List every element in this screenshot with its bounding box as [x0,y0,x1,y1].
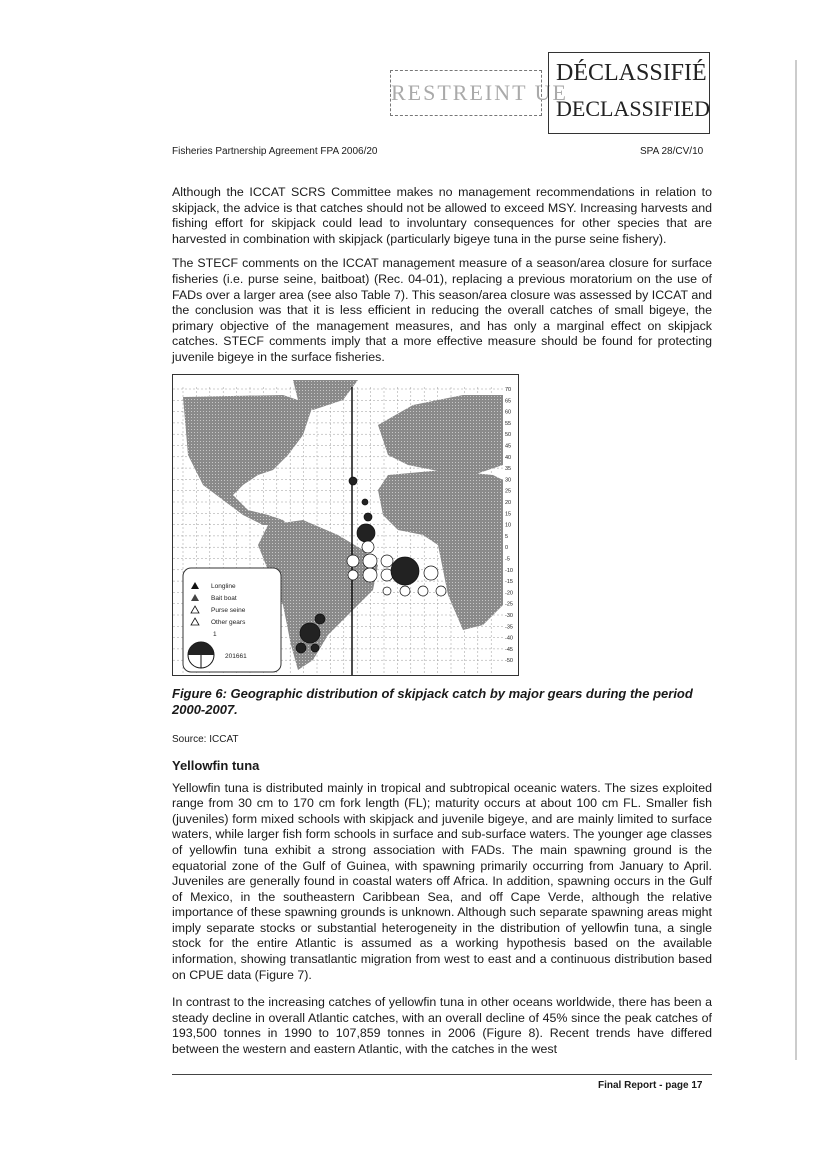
catch-pie [381,555,393,567]
catch-pie [315,614,325,624]
scan-edge [795,60,797,1060]
lat-tick-label: -50 [505,657,513,664]
catch-pie [348,570,358,580]
catch-pie [349,477,357,485]
declassifie-stamp: DÉCLASSIFIÉ [556,60,707,86]
catch-pie [363,554,377,568]
paragraph: The STECF comments on the ICCAT management measure of a season/area closure for surface fisheries (i.e. purse seine, baitboat) (Rec. 04-01), replacing a previous moratorium on the use of FADs over a larger area (see also Table 7). This season/area closure was assessed by ICCAT and the conclusion was that it is less efficient in reducing the overall catches of small bigeye, the primary objective of the management measures, and has only a marginal effect on skipjack catches. STECF comments imply that a more effective measure should be found for protecting juvenile bigeye in the surface fisheries. [172,256,712,364]
lat-tick-label: 15 [505,510,512,517]
document-reference: SPA 28/CV/10 [640,146,704,157]
lat-tick-label: 5 [505,533,509,540]
catch-pie [383,587,391,595]
lat-tick-label: 30 [505,476,512,483]
catch-pie [362,541,374,553]
lat-tick-label: 35 [505,465,512,472]
lat-tick-label: 20 [505,499,512,506]
catch-pie [362,499,368,505]
lat-tick-label: -30 [505,612,513,619]
lat-tick-label: -15 [505,578,513,585]
lat-tick-label: 55 [505,420,512,427]
skipjack-catch-map [172,374,519,676]
catch-pie [436,586,446,596]
lat-tick-label: 10 [505,522,512,529]
lat-tick-label: 40 [505,454,512,461]
declassified-stamp: DECLASSIFIED [556,96,711,121]
north-america [183,395,313,525]
lat-tick-label: -45 [505,646,513,653]
catch-pie [311,644,319,652]
footer-rule [172,1074,712,1075]
catch-pie [391,557,419,585]
africa [378,470,503,630]
lat-tick-label: 65 [505,397,512,404]
catch-pie [400,586,410,596]
lat-tick-label: -20 [505,589,513,596]
lat-tick-label: 60 [505,409,512,416]
body-column [172,185,712,1058]
catch-pie [418,586,428,596]
lat-tick-label: 25 [505,488,512,495]
figure-caption: Figure 6: Geographic distribution of skipjack catch by major gears during the period 2000-2007. [172,685,693,717]
lat-tick-label: -25 [505,601,513,608]
section-heading: Yellowfin tuna [172,757,260,773]
catch-pie [357,524,375,542]
map-svg [173,375,518,675]
lat-tick-label: -5 [505,556,510,563]
lat-tick-label: 70 [505,386,512,393]
catch-pie [363,568,377,582]
catch-pie [300,623,320,643]
paragraph: Although the ICCAT SCRS Committee makes no management recommendations in relation to skipjack, the advice is that catches should not be allowed to exceed MSY. Increasing harvests and fishing effort for skipjack could lead to involuntary consequences for other species that are harvested in combination with skipjack (particularly bigeye tuna in the purse seine fishery). [172,185,712,246]
lat-tick-label: 45 [505,443,512,450]
legend-purse-seine: Purse seine [211,606,246,614]
restricted-stamp: RESTREINT UE [390,70,542,116]
europe [378,395,503,475]
legend-longline: Longline [211,582,236,590]
catch-pie [424,566,438,580]
legend-other-gears: Other gears [211,618,246,626]
legend-scale-large: 201661 [225,652,247,660]
paragraph: Yellowfin tuna is distributed mainly in tropical and subtropical oceanic waters. The sizes exploited range from 30 cm to 170 cm fork length (FL); maturity occurs at about 100 cm FL. Smaller fish (juveniles) form mixed schools with skipjack and juvenile bigeye, and are mainly limited to surface waters, while larger fish form schools in surface and sub-surface waters. The younger age classes of yellowfin tuna exhibit a strong association with FADs. The main spawning ground is the equatorial zone of the Gulf of Guinea, with spawning primarily occurring from January to April. Juveniles are generally found in coastal waters off Africa. In addition, spawning occurs in the Gulf of Mexico, in the southeastern Caribbean Sea, and off Cape Verde, although the relative importance of these spawning grounds is unknown. Although such separate spawning areas might imply separate stocks or substantial heterogeneity in the distribution of yellowfin tuna, a single stock for the entire Atlantic is assumed as a working hypothesis based on the available information, showing transatlantic migration from west to east and a continuous distribution based on CPUE data (Figure 7). [172,780,712,982]
lat-tick-label: -10 [505,567,513,574]
lat-tick-label: -40 [505,635,513,642]
lat-tick-label: 0 [505,544,509,551]
lat-tick-label: 50 [505,431,512,438]
lat-tick-label: -35 [505,623,513,630]
figure-source: Source: ICCAT [172,733,239,745]
catch-pie [364,513,372,521]
catch-pie [296,643,306,653]
legend-baitboat: Bait boat [211,594,237,602]
paragraph: In contrast to the increasing catches of yellowfin tuna in other oceans worldwide, there has been a steady decline in overall Atlantic catches, with an overall decline of 45% since the peak catches of 193,500 tonnes in 1990 to 107,859 tonnes in 2006 (Figure 8). Recent trends have differed between the western and eastern Atlantic, with the catches in the west [172,995,712,1057]
legend-scale-small: 1 [213,630,217,638]
running-header: Fisheries Partnership Agreement FPA 2006/20 [172,146,378,157]
page-footer: Final Report - page 17 [598,1080,703,1091]
catch-pie [347,555,359,567]
